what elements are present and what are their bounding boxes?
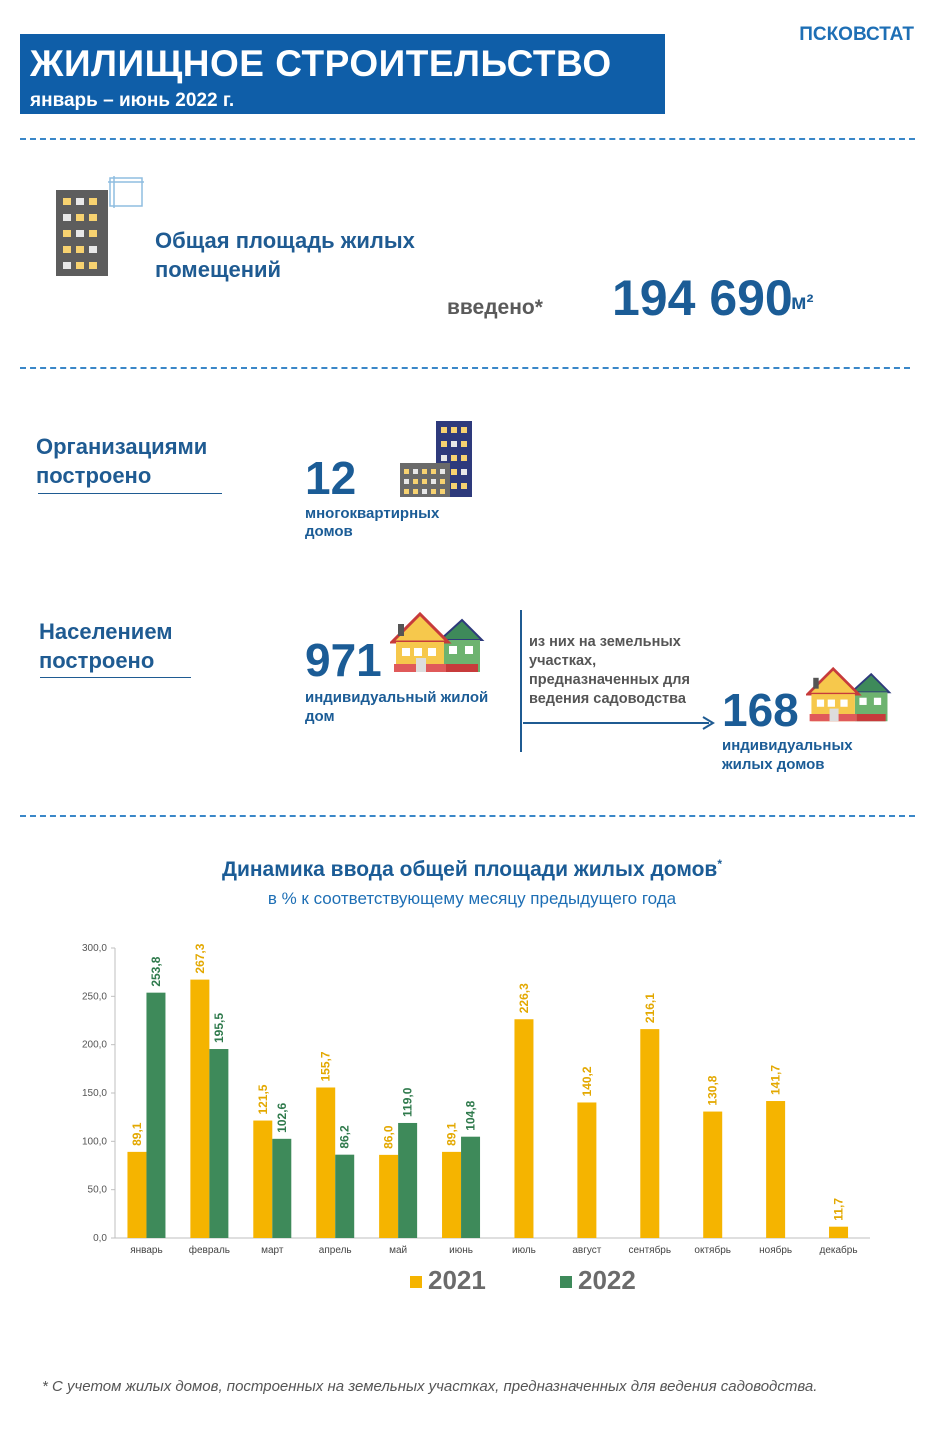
houses-icon <box>390 612 485 674</box>
separator-line <box>520 610 522 752</box>
bar-2021 <box>379 1155 398 1238</box>
data-label-2021: 89,1 <box>444 1122 459 1146</box>
x-tick-label: июль <box>511 1245 536 1256</box>
data-label-2022: 119,0 <box>400 1087 415 1117</box>
organizations-underline <box>38 493 222 494</box>
data-label-2022: 102,6 <box>274 1102 289 1133</box>
agency-name: ПСКОВСТАТ <box>799 24 914 45</box>
y-tick-label: 300,0 <box>81 943 107 954</box>
x-tick-label: июнь <box>449 1245 473 1256</box>
x-tick-label: август <box>572 1245 602 1256</box>
bar-2021 <box>829 1227 848 1238</box>
legend-label-2021: 2021 <box>428 1265 486 1295</box>
garden-description: индивидуальных жилых домов <box>722 737 853 773</box>
data-label-2021: 86,0 <box>381 1125 396 1149</box>
population-label: Населением построено <box>39 619 173 673</box>
population-count: 971 <box>305 634 382 686</box>
bar-2022 <box>272 1139 291 1238</box>
y-tick-label: 200,0 <box>81 1039 107 1051</box>
x-tick-label: сентябрь <box>628 1245 672 1256</box>
bar-2021 <box>640 1029 659 1238</box>
page-title: ЖИЛИЩНОЕ СТРОИТЕЛЬСТВО <box>30 43 612 84</box>
houses-icon <box>806 666 892 724</box>
data-label-2022: 195,5 <box>211 1012 226 1044</box>
x-tick-label: апрель <box>318 1245 352 1256</box>
bar-2021 <box>127 1152 146 1238</box>
x-tick-label: декабрь <box>819 1245 858 1256</box>
title-banner <box>20 34 665 114</box>
data-label-2021: 226,3 <box>516 983 531 1014</box>
divider <box>20 815 915 817</box>
x-tick-label: май <box>389 1245 408 1256</box>
data-label-2021: 141,7 <box>768 1064 783 1096</box>
organizations-description: многоквартирных домов <box>305 505 440 540</box>
x-tick-label: февраль <box>188 1245 231 1256</box>
bar-2021 <box>514 1019 533 1238</box>
bar-2021 <box>442 1152 461 1238</box>
apartment-building-icon <box>54 176 146 278</box>
arrow-right-icon <box>523 716 719 730</box>
bar-2021 <box>253 1121 272 1238</box>
data-label-2021: 130,8 <box>705 1075 720 1106</box>
y-tick-label: 0,0 <box>93 1233 107 1244</box>
organizations-label: Организациями построено <box>36 434 208 488</box>
data-label-2022: 253,8 <box>148 956 163 987</box>
bar-2021 <box>703 1112 722 1238</box>
chart-title-text: Динамика ввода общей площади жилых домов <box>221 858 718 881</box>
data-label-2021: 216,1 <box>642 993 657 1024</box>
y-tick-label: 250,0 <box>81 991 107 1003</box>
data-label-2021: 267,3 <box>192 943 207 974</box>
page-period: январь – июнь 2022 г. <box>30 90 235 111</box>
bar-2022 <box>209 1049 228 1238</box>
bar-2021 <box>577 1102 596 1238</box>
area-unit: м² <box>791 291 814 314</box>
bar-2022 <box>146 993 165 1238</box>
x-tick-label: октябрь <box>694 1245 731 1256</box>
x-tick-label: январь <box>130 1245 163 1256</box>
building-block-icon <box>398 419 476 499</box>
data-label-2022: 104,8 <box>463 1100 478 1131</box>
data-label-2021: 155,7 <box>318 1051 333 1082</box>
chart-title-mark: * <box>717 857 723 871</box>
data-label-2021: 140,2 <box>579 1066 594 1097</box>
bar-2022 <box>335 1155 354 1238</box>
chart-subtitle: в % к соответствующему месяцу предыдущего года <box>267 889 677 908</box>
population-description: индивидуальный жилой дом <box>305 689 489 725</box>
legend-label-2022: 2022 <box>578 1265 636 1295</box>
legend-swatch-2021 <box>410 1276 422 1288</box>
bar-2021 <box>190 980 209 1238</box>
organizations-count: 12 <box>305 452 357 504</box>
y-tick-label: 50,0 <box>87 1184 107 1196</box>
y-tick-label: 100,0 <box>81 1136 107 1148</box>
area-label: Общая площадь жилых помещений <box>155 228 415 282</box>
population-underline <box>40 677 191 678</box>
bar-2021 <box>766 1101 785 1238</box>
data-label-2021: 11,7 <box>831 1197 846 1221</box>
area-status: введено* <box>447 296 543 319</box>
bar-2021 <box>316 1087 335 1238</box>
footnote: * С учетом жилых домов, построенных на земельных участках, предназначенных для ведения садоводства. <box>42 1378 818 1395</box>
data-label-2022: 86,2 <box>337 1125 352 1149</box>
garden-note: из них на земельных участках, предназначенных для ведения садоводства <box>529 634 690 707</box>
area-value: 194 690 <box>612 270 793 326</box>
x-tick-label: ноябрь <box>759 1245 793 1256</box>
divider <box>20 138 915 140</box>
bar-chart <box>60 930 880 1320</box>
data-label-2021: 89,1 <box>129 1122 144 1146</box>
legend-swatch-2022 <box>560 1276 572 1288</box>
bar-2022 <box>461 1137 480 1238</box>
chart-title <box>0 857 944 882</box>
bar-2022 <box>398 1123 417 1238</box>
x-tick-label: март <box>261 1245 284 1256</box>
divider <box>20 367 910 369</box>
garden-count: 168 <box>722 684 799 736</box>
data-label-2021: 121,5 <box>255 1084 270 1115</box>
y-tick-label: 150,0 <box>81 1088 107 1099</box>
